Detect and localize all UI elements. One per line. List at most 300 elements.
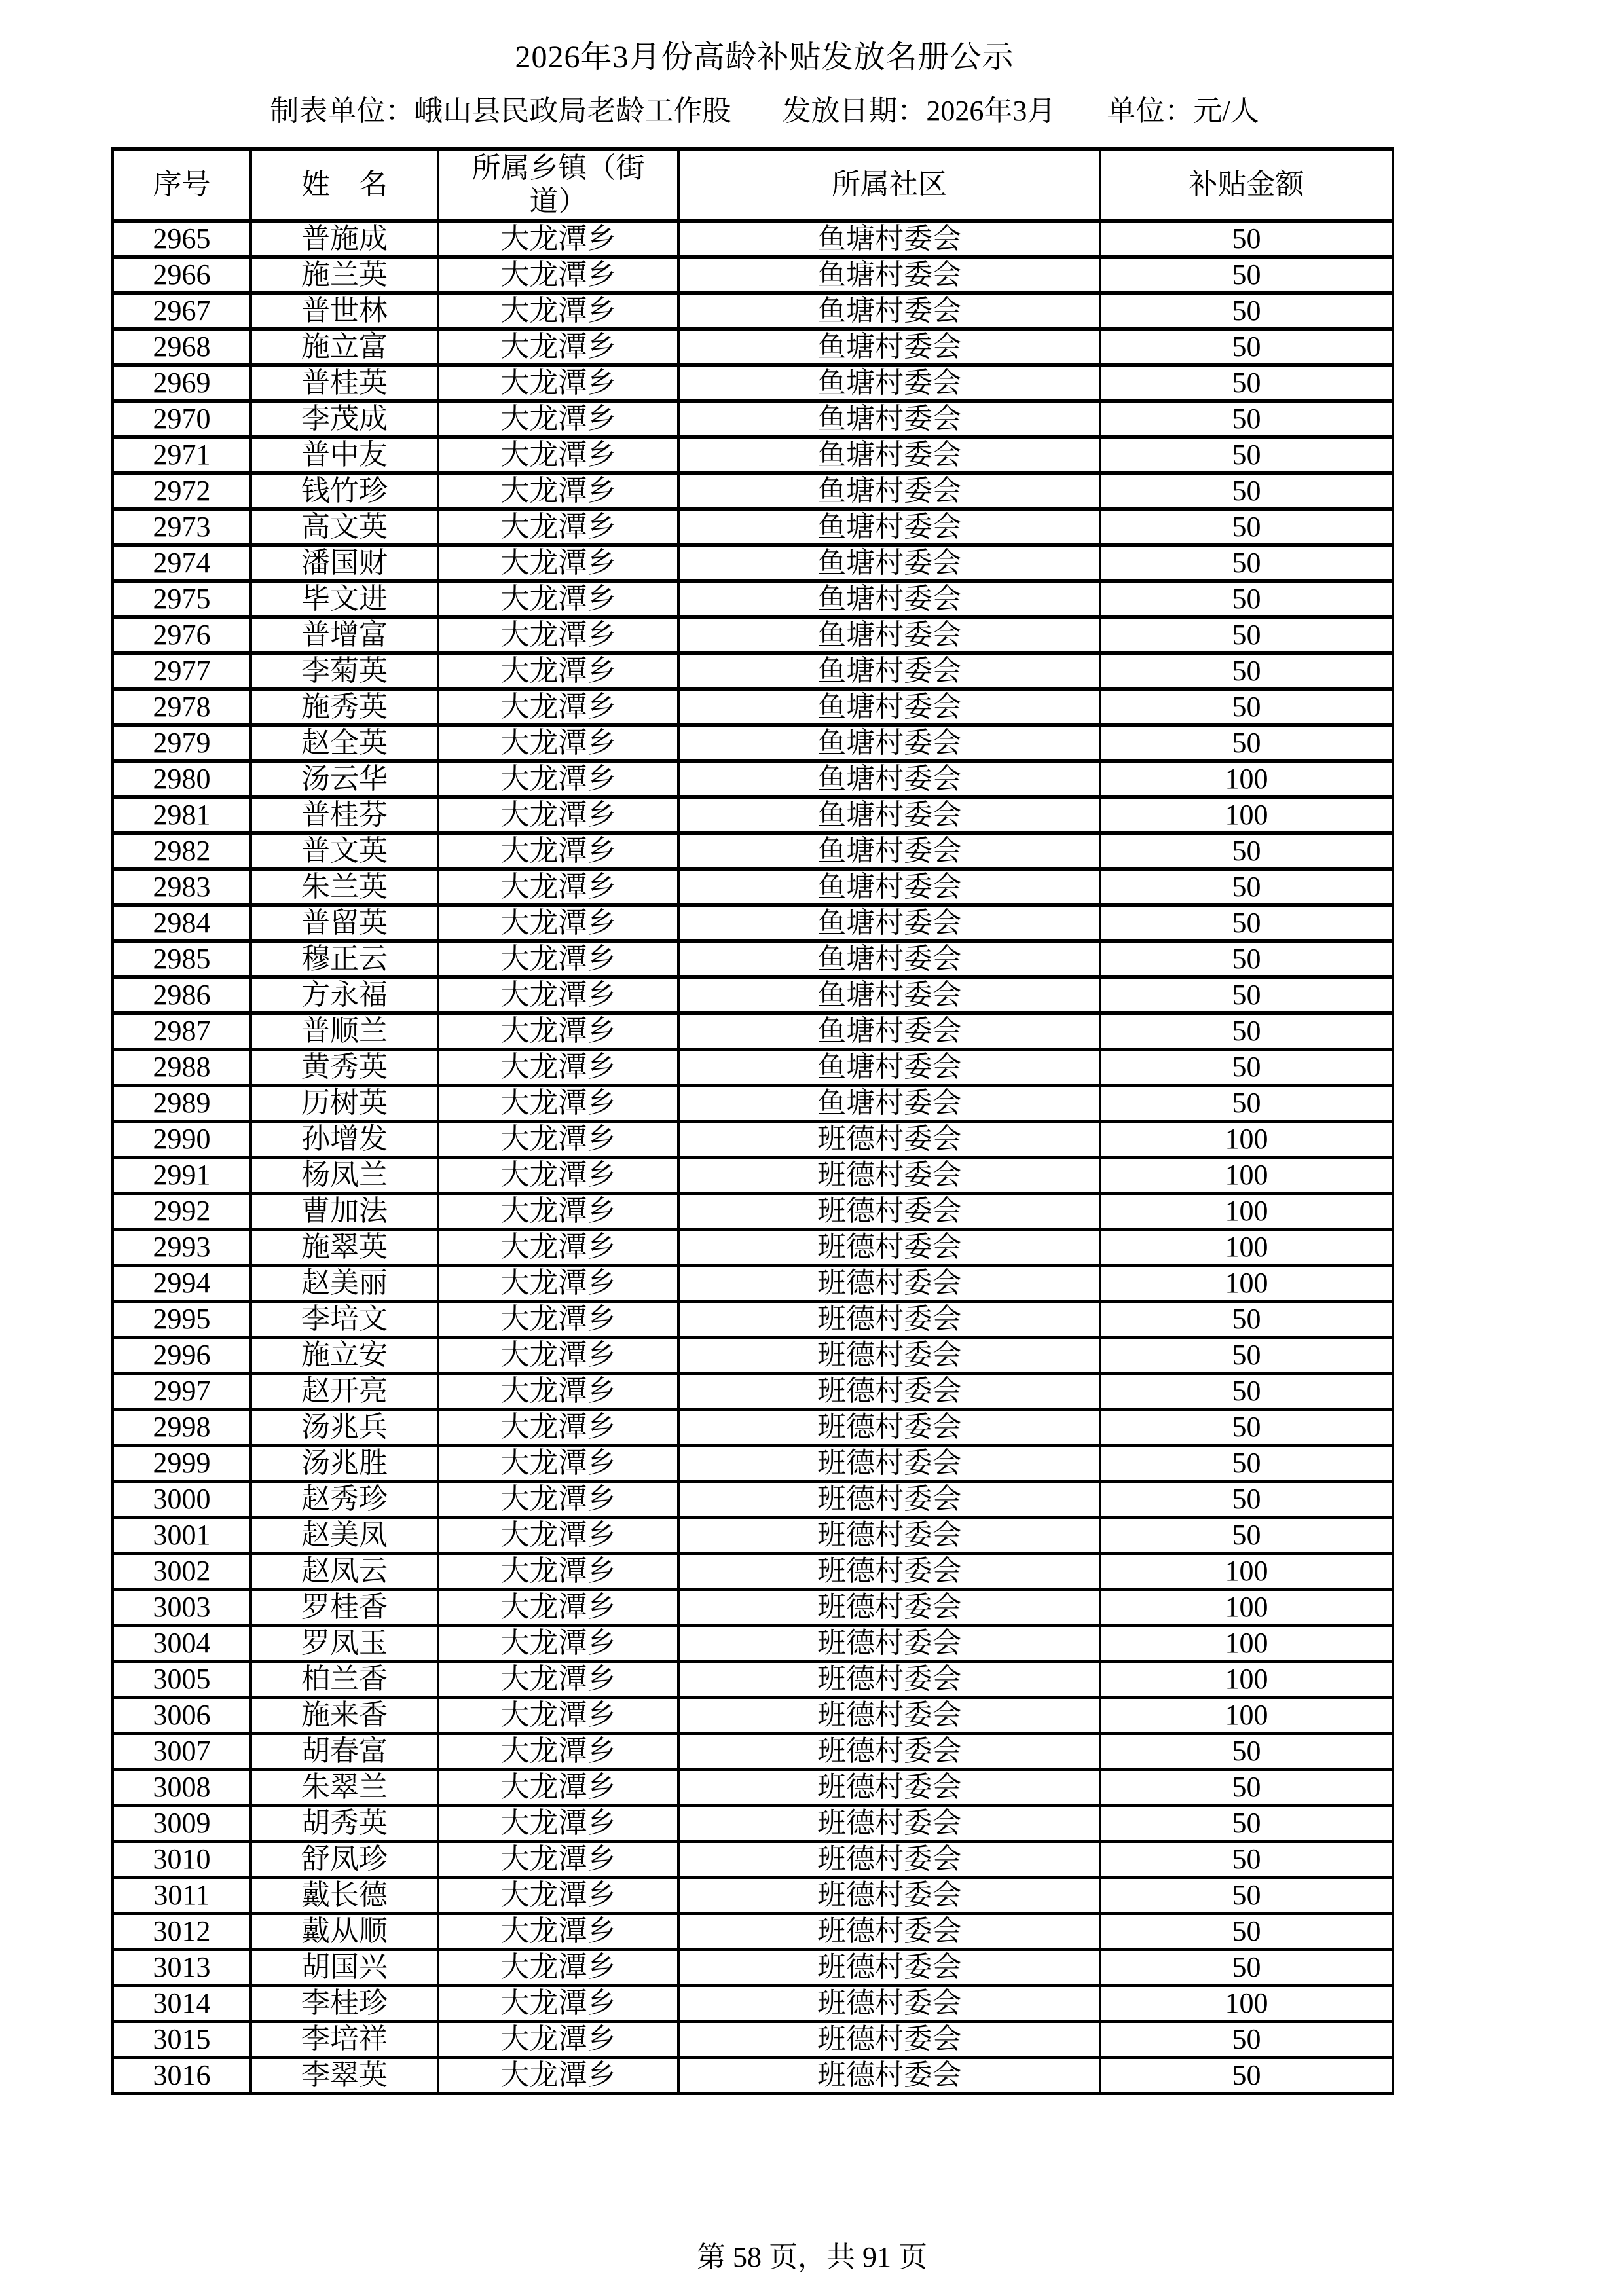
cell-township: 大龙潭乡 xyxy=(438,1049,678,1085)
cell-amount: 50 xyxy=(1100,1734,1393,1770)
cell-township: 大龙潭乡 xyxy=(438,473,678,509)
cell-township: 大龙潭乡 xyxy=(438,365,678,401)
cell-township: 大龙潭乡 xyxy=(438,1266,678,1302)
cell-township: 大龙潭乡 xyxy=(438,1338,678,1374)
cell-amount: 100 xyxy=(1100,1698,1393,1734)
meta-line xyxy=(124,96,1405,127)
cell-community: 班德村委会 xyxy=(678,1590,1100,1626)
cell-name: 赵秀珍 xyxy=(251,1482,438,1518)
cell-community: 班德村委会 xyxy=(678,1878,1100,1914)
table-row xyxy=(113,1914,1393,1950)
table-row xyxy=(113,1518,1393,1554)
cell-serial: 2978 xyxy=(113,689,251,725)
cell-serial: 2984 xyxy=(113,905,251,941)
cell-community: 鱼塘村委会 xyxy=(678,1049,1100,1085)
roster-table xyxy=(111,147,1394,2095)
cell-amount: 50 xyxy=(1100,1770,1393,1806)
header-community: 所属社区 xyxy=(678,149,1100,221)
cell-amount: 50 xyxy=(1100,1842,1393,1878)
table-row xyxy=(113,2022,1393,2058)
cell-community: 班德村委会 xyxy=(678,1986,1100,2022)
cell-community: 鱼塘村委会 xyxy=(678,941,1100,977)
cell-amount: 100 xyxy=(1100,1590,1393,1626)
cell-township: 大龙潭乡 xyxy=(438,617,678,653)
cell-community: 鱼塘村委会 xyxy=(678,761,1100,797)
cell-name: 李桂珍 xyxy=(251,1986,438,2022)
table-row xyxy=(113,1590,1393,1626)
cell-amount: 50 xyxy=(1100,437,1393,473)
cell-community: 班德村委会 xyxy=(678,1914,1100,1950)
cell-serial: 2993 xyxy=(113,1230,251,1266)
cell-community: 班德村委会 xyxy=(678,1302,1100,1338)
cell-serial: 2988 xyxy=(113,1049,251,1085)
table-row xyxy=(113,1157,1393,1194)
cell-community: 鱼塘村委会 xyxy=(678,797,1100,833)
cell-serial: 2977 xyxy=(113,653,251,689)
cell-name: 施秀英 xyxy=(251,689,438,725)
table-row xyxy=(113,1194,1393,1230)
cell-amount: 100 xyxy=(1100,1121,1393,1157)
cell-serial: 2992 xyxy=(113,1194,251,1230)
cell-community: 鱼塘村委会 xyxy=(678,617,1100,653)
cell-amount: 50 xyxy=(1100,869,1393,905)
cell-name: 罗桂香 xyxy=(251,1590,438,1626)
cell-name: 普施成 xyxy=(251,221,438,257)
cell-community: 鱼塘村委会 xyxy=(678,653,1100,689)
cell-amount: 100 xyxy=(1100,1266,1393,1302)
cell-community: 班德村委会 xyxy=(678,1806,1100,1842)
page-number: 第 58 页，共 91 页 xyxy=(697,2241,927,2273)
cell-serial: 2989 xyxy=(113,1085,251,1121)
cell-serial: 2967 xyxy=(113,293,251,329)
cell-name: 舒凤珍 xyxy=(251,1842,438,1878)
table-row xyxy=(113,293,1393,329)
cell-serial: 2980 xyxy=(113,761,251,797)
cell-community: 班德村委会 xyxy=(678,1446,1100,1482)
cell-name: 杨凤兰 xyxy=(251,1157,438,1194)
table-row xyxy=(113,1482,1393,1518)
table-row xyxy=(113,365,1393,401)
meta-org: 制表单位：峨山县民政局老龄工作股 xyxy=(270,95,731,127)
cell-township: 大龙潭乡 xyxy=(438,1950,678,1986)
table-row xyxy=(113,1734,1393,1770)
cell-community: 班德村委会 xyxy=(678,1662,1100,1698)
cell-name: 戴从顺 xyxy=(251,1914,438,1950)
cell-serial: 2972 xyxy=(113,473,251,509)
cell-township: 大龙潭乡 xyxy=(438,1194,678,1230)
cell-township: 大龙潭乡 xyxy=(438,1914,678,1950)
cell-amount: 50 xyxy=(1100,941,1393,977)
cell-name: 汤兆兵 xyxy=(251,1410,438,1446)
cell-name: 施翠英 xyxy=(251,1230,438,1266)
cell-name: 黄秀英 xyxy=(251,1049,438,1085)
cell-serial: 3015 xyxy=(113,2022,251,2058)
cell-community: 鱼塘村委会 xyxy=(678,1013,1100,1049)
header-row xyxy=(113,149,1393,221)
cell-township: 大龙潭乡 xyxy=(438,1806,678,1842)
page-title: 2026年3月份高龄补贴发放名册公示 xyxy=(515,40,1014,75)
cell-name: 曹加法 xyxy=(251,1194,438,1230)
cell-amount: 50 xyxy=(1100,1482,1393,1518)
cell-community: 班德村委会 xyxy=(678,1230,1100,1266)
cell-community: 鱼塘村委会 xyxy=(678,581,1100,617)
cell-serial: 2987 xyxy=(113,1013,251,1049)
cell-amount: 50 xyxy=(1100,257,1393,293)
cell-name: 汤云华 xyxy=(251,761,438,797)
cell-township: 大龙潭乡 xyxy=(438,725,678,761)
cell-community: 班德村委会 xyxy=(678,1518,1100,1554)
header-amount: 补贴金额 xyxy=(1100,149,1393,221)
cell-community: 班德村委会 xyxy=(678,1266,1100,1302)
cell-serial: 2975 xyxy=(113,581,251,617)
roster-table-wrap xyxy=(111,147,1394,2095)
cell-name: 普增富 xyxy=(251,617,438,653)
cell-name: 普留英 xyxy=(251,905,438,941)
header-name: 姓 名 xyxy=(251,149,438,221)
cell-serial: 2974 xyxy=(113,545,251,581)
cell-serial: 2979 xyxy=(113,725,251,761)
cell-serial: 3007 xyxy=(113,1734,251,1770)
table-row xyxy=(113,1374,1393,1410)
cell-township: 大龙潭乡 xyxy=(438,257,678,293)
cell-serial: 2976 xyxy=(113,617,251,653)
cell-name: 毕文进 xyxy=(251,581,438,617)
cell-township: 大龙潭乡 xyxy=(438,1734,678,1770)
cell-amount: 50 xyxy=(1100,1950,1393,1986)
cell-name: 高文英 xyxy=(251,509,438,545)
cell-name: 胡国兴 xyxy=(251,1950,438,1986)
cell-amount: 50 xyxy=(1100,1338,1393,1374)
cell-community: 班德村委会 xyxy=(678,1698,1100,1734)
cell-serial: 3006 xyxy=(113,1698,251,1734)
cell-name: 普桂芬 xyxy=(251,797,438,833)
cell-amount: 50 xyxy=(1100,1085,1393,1121)
cell-amount: 100 xyxy=(1100,761,1393,797)
cell-amount: 50 xyxy=(1100,1806,1393,1842)
cell-serial: 3001 xyxy=(113,1518,251,1554)
cell-serial: 2970 xyxy=(113,401,251,437)
cell-name: 潘国财 xyxy=(251,545,438,581)
table-row xyxy=(113,545,1393,581)
cell-name: 李翠英 xyxy=(251,2058,438,2094)
cell-serial: 3000 xyxy=(113,1482,251,1518)
cell-amount: 100 xyxy=(1100,1986,1393,2022)
cell-name: 汤兆胜 xyxy=(251,1446,438,1482)
cell-serial: 2983 xyxy=(113,869,251,905)
cell-amount: 50 xyxy=(1100,293,1393,329)
cell-amount: 50 xyxy=(1100,329,1393,365)
cell-name: 李培祥 xyxy=(251,2022,438,2058)
table-row xyxy=(113,905,1393,941)
cell-name: 穆正云 xyxy=(251,941,438,977)
cell-amount: 50 xyxy=(1100,473,1393,509)
cell-township: 大龙潭乡 xyxy=(438,1374,678,1410)
table-row xyxy=(113,1842,1393,1878)
cell-serial: 2969 xyxy=(113,365,251,401)
cell-amount: 50 xyxy=(1100,2058,1393,2094)
cell-name: 李菊英 xyxy=(251,653,438,689)
cell-name: 李培文 xyxy=(251,1302,438,1338)
cell-amount: 50 xyxy=(1100,1914,1393,1950)
cell-serial: 3002 xyxy=(113,1554,251,1590)
table-row xyxy=(113,833,1393,869)
cell-amount: 50 xyxy=(1100,725,1393,761)
cell-community: 鱼塘村委会 xyxy=(678,365,1100,401)
cell-township: 大龙潭乡 xyxy=(438,221,678,257)
cell-serial: 2998 xyxy=(113,1410,251,1446)
cell-township: 大龙潭乡 xyxy=(438,977,678,1013)
table-body xyxy=(113,221,1393,2094)
cell-community: 鱼塘村委会 xyxy=(678,1085,1100,1121)
table-row xyxy=(113,617,1393,653)
cell-name: 施来香 xyxy=(251,1698,438,1734)
cell-township: 大龙潭乡 xyxy=(438,1230,678,1266)
table-row xyxy=(113,1266,1393,1302)
cell-serial: 3009 xyxy=(113,1806,251,1842)
cell-amount: 50 xyxy=(1100,365,1393,401)
cell-amount: 50 xyxy=(1100,617,1393,653)
cell-amount: 50 xyxy=(1100,401,1393,437)
header-serial: 序号 xyxy=(113,149,251,221)
cell-amount: 50 xyxy=(1100,2022,1393,2058)
cell-community: 鱼塘村委会 xyxy=(678,257,1100,293)
table-row xyxy=(113,329,1393,365)
cell-community: 鱼塘村委会 xyxy=(678,437,1100,473)
cell-township: 大龙潭乡 xyxy=(438,797,678,833)
cell-community: 班德村委会 xyxy=(678,1770,1100,1806)
cell-name: 朱翠兰 xyxy=(251,1770,438,1806)
cell-serial: 3003 xyxy=(113,1590,251,1626)
cell-township: 大龙潭乡 xyxy=(438,1554,678,1590)
table-row xyxy=(113,797,1393,833)
cell-serial: 3005 xyxy=(113,1662,251,1698)
cell-township: 大龙潭乡 xyxy=(438,905,678,941)
cell-amount: 50 xyxy=(1100,689,1393,725)
cell-township: 大龙潭乡 xyxy=(438,509,678,545)
cell-community: 鱼塘村委会 xyxy=(678,545,1100,581)
cell-name: 普顺兰 xyxy=(251,1013,438,1049)
cell-township: 大龙潭乡 xyxy=(438,329,678,365)
table-row xyxy=(113,509,1393,545)
cell-serial: 3010 xyxy=(113,1842,251,1878)
cell-amount: 100 xyxy=(1100,1157,1393,1194)
cell-township: 大龙潭乡 xyxy=(438,401,678,437)
table-row xyxy=(113,1013,1393,1049)
table-row xyxy=(113,761,1393,797)
table-row xyxy=(113,401,1393,437)
cell-serial: 2985 xyxy=(113,941,251,977)
cell-community: 班德村委会 xyxy=(678,1194,1100,1230)
table-row xyxy=(113,1302,1393,1338)
table-row xyxy=(113,869,1393,905)
cell-amount: 50 xyxy=(1100,833,1393,869)
cell-township: 大龙潭乡 xyxy=(438,941,678,977)
cell-serial: 2994 xyxy=(113,1266,251,1302)
cell-township: 大龙潭乡 xyxy=(438,1446,678,1482)
table-row xyxy=(113,1770,1393,1806)
cell-amount: 50 xyxy=(1100,1049,1393,1085)
cell-community: 班德村委会 xyxy=(678,2022,1100,2058)
cell-amount: 50 xyxy=(1100,545,1393,581)
cell-name: 普中友 xyxy=(251,437,438,473)
cell-serial: 3008 xyxy=(113,1770,251,1806)
cell-amount: 50 xyxy=(1100,221,1393,257)
cell-community: 鱼塘村委会 xyxy=(678,221,1100,257)
cell-community: 班德村委会 xyxy=(678,2058,1100,2094)
table-row xyxy=(113,1338,1393,1374)
cell-serial: 2996 xyxy=(113,1338,251,1374)
cell-township: 大龙潭乡 xyxy=(438,1157,678,1194)
cell-serial: 3014 xyxy=(113,1986,251,2022)
table-row xyxy=(113,1950,1393,1986)
cell-name: 施兰英 xyxy=(251,257,438,293)
cell-community: 班德村委会 xyxy=(678,1374,1100,1410)
cell-township: 大龙潭乡 xyxy=(438,869,678,905)
cell-township: 大龙潭乡 xyxy=(438,1518,678,1554)
cell-township: 大龙潭乡 xyxy=(438,1986,678,2022)
cell-township: 大龙潭乡 xyxy=(438,1410,678,1446)
cell-name: 赵开亮 xyxy=(251,1374,438,1410)
cell-township: 大龙潭乡 xyxy=(438,1878,678,1914)
cell-serial: 3011 xyxy=(113,1878,251,1914)
cell-name: 赵美凤 xyxy=(251,1518,438,1554)
cell-amount: 100 xyxy=(1100,797,1393,833)
header-township xyxy=(438,149,678,221)
cell-serial: 3004 xyxy=(113,1626,251,1662)
cell-amount: 100 xyxy=(1100,1194,1393,1230)
table-row xyxy=(113,653,1393,689)
cell-community: 班德村委会 xyxy=(678,1338,1100,1374)
cell-amount: 50 xyxy=(1100,1878,1393,1914)
cell-name: 柏兰香 xyxy=(251,1662,438,1698)
cell-community: 鱼塘村委会 xyxy=(678,977,1100,1013)
cell-amount: 100 xyxy=(1100,1662,1393,1698)
table-row xyxy=(113,1662,1393,1698)
cell-serial: 2997 xyxy=(113,1374,251,1410)
cell-community: 鱼塘村委会 xyxy=(678,329,1100,365)
cell-township: 大龙潭乡 xyxy=(438,1770,678,1806)
cell-name: 戴长德 xyxy=(251,1878,438,1914)
cell-serial: 2990 xyxy=(113,1121,251,1157)
cell-name: 普世林 xyxy=(251,293,438,329)
cell-township: 大龙潭乡 xyxy=(438,1698,678,1734)
cell-community: 班德村委会 xyxy=(678,1950,1100,1986)
cell-amount: 50 xyxy=(1100,509,1393,545)
table-row xyxy=(113,725,1393,761)
cell-community: 鱼塘村委会 xyxy=(678,509,1100,545)
table-row xyxy=(113,977,1393,1013)
cell-township: 大龙潭乡 xyxy=(438,293,678,329)
table-row xyxy=(113,581,1393,617)
cell-name: 普文英 xyxy=(251,833,438,869)
cell-community: 鱼塘村委会 xyxy=(678,473,1100,509)
cell-amount: 50 xyxy=(1100,977,1393,1013)
cell-community: 鱼塘村委会 xyxy=(678,689,1100,725)
cell-name: 赵凤云 xyxy=(251,1554,438,1590)
cell-serial: 2966 xyxy=(113,257,251,293)
cell-township: 大龙潭乡 xyxy=(438,1662,678,1698)
cell-name: 赵全英 xyxy=(251,725,438,761)
table-row xyxy=(113,941,1393,977)
cell-community: 班德村委会 xyxy=(678,1121,1100,1157)
cell-amount: 50 xyxy=(1100,905,1393,941)
cell-amount: 50 xyxy=(1100,1446,1393,1482)
cell-township: 大龙潭乡 xyxy=(438,1013,678,1049)
cell-serial: 2968 xyxy=(113,329,251,365)
table-row xyxy=(113,1446,1393,1482)
cell-township: 大龙潭乡 xyxy=(438,581,678,617)
table-row xyxy=(113,221,1393,257)
table-row xyxy=(113,1986,1393,2022)
meta-unit: 单位：元/人 xyxy=(1107,95,1259,127)
table-row xyxy=(113,1085,1393,1121)
table-row xyxy=(113,1878,1393,1914)
cell-township: 大龙潭乡 xyxy=(438,1482,678,1518)
table-row xyxy=(113,689,1393,725)
cell-community: 班德村委会 xyxy=(678,1410,1100,1446)
cell-serial: 3016 xyxy=(113,2058,251,2094)
table-row xyxy=(113,1698,1393,1734)
cell-community: 鱼塘村委会 xyxy=(678,401,1100,437)
cell-name: 胡秀英 xyxy=(251,1806,438,1842)
cell-name: 历树英 xyxy=(251,1085,438,1121)
cell-community: 班德村委会 xyxy=(678,1554,1100,1590)
cell-serial: 2982 xyxy=(113,833,251,869)
cell-serial: 2999 xyxy=(113,1446,251,1482)
table-row xyxy=(113,1049,1393,1085)
cell-community: 鱼塘村委会 xyxy=(678,725,1100,761)
table-row xyxy=(113,473,1393,509)
meta-date: 发放日期：2026年3月 xyxy=(782,95,1056,127)
cell-serial: 2973 xyxy=(113,509,251,545)
cell-township: 大龙潭乡 xyxy=(438,761,678,797)
cell-name: 施立富 xyxy=(251,329,438,365)
cell-township: 大龙潭乡 xyxy=(438,1626,678,1662)
header-township-label: 所属乡镇（街道） xyxy=(471,151,645,217)
cell-amount: 100 xyxy=(1100,1554,1393,1590)
cell-township: 大龙潭乡 xyxy=(438,833,678,869)
cell-community: 班德村委会 xyxy=(678,1842,1100,1878)
cell-amount: 50 xyxy=(1100,1013,1393,1049)
table-row xyxy=(113,1626,1393,1662)
cell-township: 大龙潭乡 xyxy=(438,1590,678,1626)
cell-township: 大龙潭乡 xyxy=(438,545,678,581)
cell-township: 大龙潭乡 xyxy=(438,653,678,689)
cell-serial: 2971 xyxy=(113,437,251,473)
cell-township: 大龙潭乡 xyxy=(438,689,678,725)
cell-serial: 2965 xyxy=(113,221,251,257)
cell-amount: 50 xyxy=(1100,1518,1393,1554)
cell-community: 班德村委会 xyxy=(678,1734,1100,1770)
cell-name: 朱兰英 xyxy=(251,869,438,905)
cell-township: 大龙潭乡 xyxy=(438,2022,678,2058)
cell-serial: 3012 xyxy=(113,1914,251,1950)
cell-community: 鱼塘村委会 xyxy=(678,869,1100,905)
cell-amount: 100 xyxy=(1100,1230,1393,1266)
table-row xyxy=(113,1554,1393,1590)
table-row xyxy=(113,257,1393,293)
cell-amount: 50 xyxy=(1100,1410,1393,1446)
cell-name: 赵美丽 xyxy=(251,1266,438,1302)
cell-community: 班德村委会 xyxy=(678,1626,1100,1662)
cell-serial: 2981 xyxy=(113,797,251,833)
cell-township: 大龙潭乡 xyxy=(438,1085,678,1121)
cell-community: 鱼塘村委会 xyxy=(678,905,1100,941)
cell-community: 鱼塘村委会 xyxy=(678,833,1100,869)
cell-name: 钱竹珍 xyxy=(251,473,438,509)
cell-name: 李茂成 xyxy=(251,401,438,437)
cell-amount: 50 xyxy=(1100,1302,1393,1338)
